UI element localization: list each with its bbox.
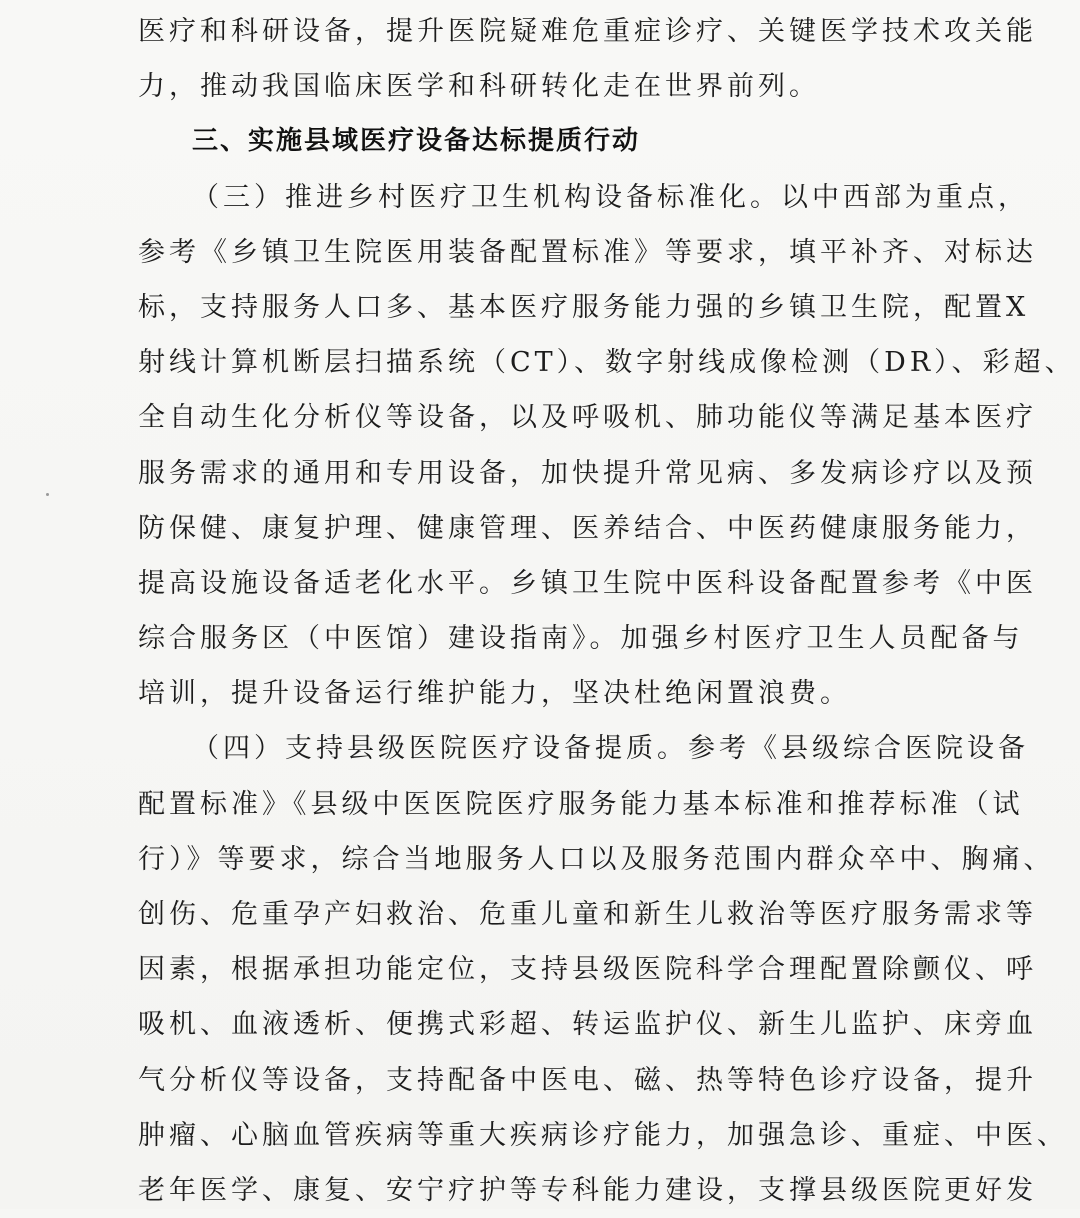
body-line: 行）》等要求，综合当地服务人口以及服务范围内群众卒中、胸痛、: [138, 843, 1055, 875]
paragraph-start-line: （三）推进乡村医疗卫生机构设备标准化。以中西部为重点，: [192, 181, 1029, 213]
scan-speck: [46, 493, 49, 496]
body-line: 气分析仪等设备，支持配备中医电、磁、热等特色诊疗设备，提升: [138, 1064, 1037, 1096]
body-line: 力，推动我国临床医学和科研转化走在世界前列。: [138, 71, 820, 103]
body-line: 吸机、血液透析、便携式彩超、转运监护仪、新生儿监护、床旁血: [138, 1009, 1037, 1041]
body-line: 防保健、康复护理、健康管理、医养结合、中医药健康服务能力，: [138, 512, 1037, 544]
body-line: 提高设施设备适老化水平。乡镇卫生院中医科设备配置参考《中医: [138, 567, 1037, 599]
section-heading: 三、实施县域医疗设备达标提质行动: [192, 126, 641, 157]
body-line: 培训，提升设备运行维护能力，坚决杜绝闲置浪费。: [138, 678, 851, 710]
document-body: [138, 4, 1076, 1218]
body-line: 创伤、危重孕产妇救治、危重儿童和新生儿救治等医疗服务需求等: [138, 899, 1037, 930]
body-line: 老年医学、康复、安宁疗护等专科能力建设，支撑县级医院更好发: [138, 1174, 1037, 1206]
body-line: 标，支持服务人口多、基本医疗服务能力强的乡镇卫生院，配置X: [138, 291, 1030, 323]
body-line: 全自动生化分析仪等设备，以及呼吸机、肺功能仪等满足基本医疗: [138, 402, 1037, 434]
body-line: 参考《乡镇卫生院医用装备配置标准》等要求，填平补齐、对标达: [138, 236, 1037, 268]
paragraph-start-line: （四）支持县级医院医疗设备提质。参考《县级综合医院设备: [192, 733, 1029, 765]
body-line: 医疗和科研设备，提升医院疑难危重症诊疗、关键医学技术攻关能: [138, 16, 1037, 47]
body-line: 综合服务区（中医馆）建设指南》。加强乡村医疗卫生人员配备与: [138, 623, 1024, 655]
body-line: 配置标准》《县级中医医院医疗服务能力基本标准和推荐标准（试: [138, 788, 1024, 820]
body-line: 射线计算机断层扫描系统（CT）、数字射线成像检测（DR）、彩超、: [138, 347, 1076, 379]
body-line: 服务需求的通用和专用设备，加快提升常见病、多发病诊疗以及预: [138, 457, 1037, 489]
body-line: 肿瘤、心脑血管疾病等重大疾病诊疗能力，加强急诊、重症、中医、: [138, 1119, 1068, 1151]
body-line: 因素，根据承担功能定位，支持县级医院科学合理配置除颤仪、呼: [138, 954, 1037, 986]
